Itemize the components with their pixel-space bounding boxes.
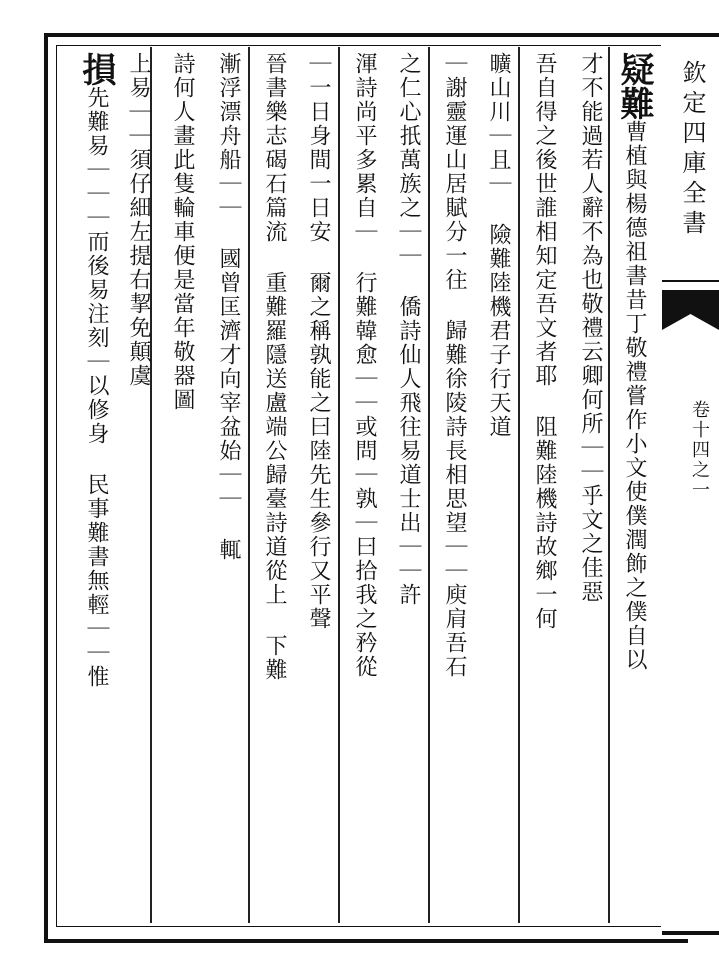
entry-heading: 疑難 [614,52,654,120]
book-title: 欽定四庫全書 [678,60,706,240]
entry-text: 先難易｜｜｜而後易注刻｜以修身 民事難書無輕｜｜惟 [84,86,109,689]
juan-label: 卷十四之一 [689,400,710,500]
text-column: 曠山川｜且｜ 險難陸機君子行天道 [486,52,511,439]
text-column: 漸浮漂舟船｜｜ 國曾匡濟才向宰盆始｜｜ 輒 [216,52,241,562]
text-column: 詩何人畫此隻輪車便是當年敬器圖 [170,52,195,412]
margin-bottom-rule [662,931,719,935]
text-column: ｜謝靈運山居賦分一往 歸難徐陵詩長相思望｜｜庾肩吾石 [442,52,467,679]
text-column: 上易｜｜須仔細左提右挈免顛虞 [126,52,151,388]
text-column: ｜一日身間一日安 爾之稱孰能之曰陸先生參行又平聲 [306,52,331,631]
text-column: 才不能過若人辭不為也敬禮云卿何所｜｜乎文之佳惡 [578,52,603,604]
margin-divider [662,280,719,282]
entry-text: 曹植與楊德祖書昔丁敬禮嘗作小文使僕潤飾之僕自以 [622,120,647,672]
margin-top-rule [662,33,719,37]
entry-heading: 損 [76,52,116,86]
text-column [74,52,118,920]
text-column: 吾自得之後世誰相知定吾文者耶 阻難陸機詩故鄉一何 [532,52,557,631]
text-column: 晉書樂志碣石篇流 重難羅隱送盧端公歸臺詩道從上 下難 [262,52,287,682]
text-column: 渾詩尚平多累自｜ 行難韓愈｜｜或問｜孰｜曰拾我之矜從 [352,52,377,679]
text-column: 之仁心扺萬族之｜｜ 僑詩仙人飛往易道士出｜｜許 [396,52,421,607]
text-column [612,52,656,920]
